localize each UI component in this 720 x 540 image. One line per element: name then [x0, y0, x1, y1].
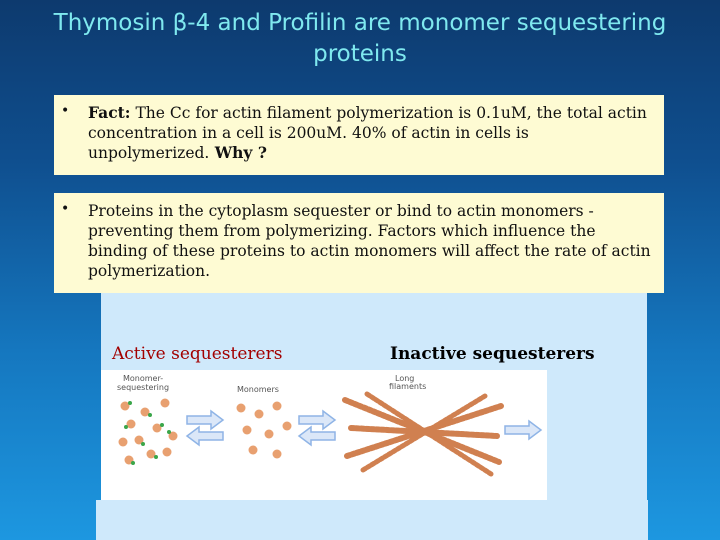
elongation-arrow — [505, 421, 541, 439]
fact-question: Why ? — [209, 143, 267, 162]
fact-box — [54, 95, 664, 175]
diagram-svg — [101, 370, 547, 500]
label-monomer-sequestering-2: sequestering — [117, 383, 170, 392]
label-monomers: Monomers — [237, 385, 279, 394]
active-sequesterers-label: Active sequesterers — [112, 344, 283, 364]
fact-lead: Fact: — [88, 103, 131, 122]
actin-filaments — [345, 394, 501, 474]
label-long-filaments-2: filaments — [389, 382, 427, 391]
fact-text — [88, 103, 654, 163]
label-long-filaments: Long — [395, 374, 415, 383]
label-monomer-sequestering: Monomer- — [123, 374, 164, 383]
free-monomers — [237, 402, 292, 459]
proteins-text: Proteins in the cytoplasm sequester or bind to actin monomers - preventing them from polymerizing. Factors which influence the binding of these proteins to actin monomers will affect the rate of actin polymerization. — [88, 202, 651, 280]
bullet-marker: • — [61, 201, 70, 217]
polymerization-diagram — [101, 370, 547, 500]
sequestered-monomers — [119, 399, 178, 466]
proteins-box — [54, 193, 664, 293]
equilibrium-arrows-2 — [299, 411, 335, 445]
inactive-sequesterers-label: Inactive sequesterers — [390, 344, 595, 364]
diagram-panel-strip — [96, 500, 648, 540]
slide-title: Thymosin β-4 and Profilin are monomer sequestering proteins — [53, 10, 667, 67]
fact-body: The Cc for actin filament polymerization is 0.1uM, the total actin concentration in a cell is 200uM. 40% of actin in cells is unpolymerized. — [88, 104, 647, 162]
equilibrium-arrows-1 — [187, 411, 223, 445]
bullet-marker: • — [61, 103, 70, 119]
